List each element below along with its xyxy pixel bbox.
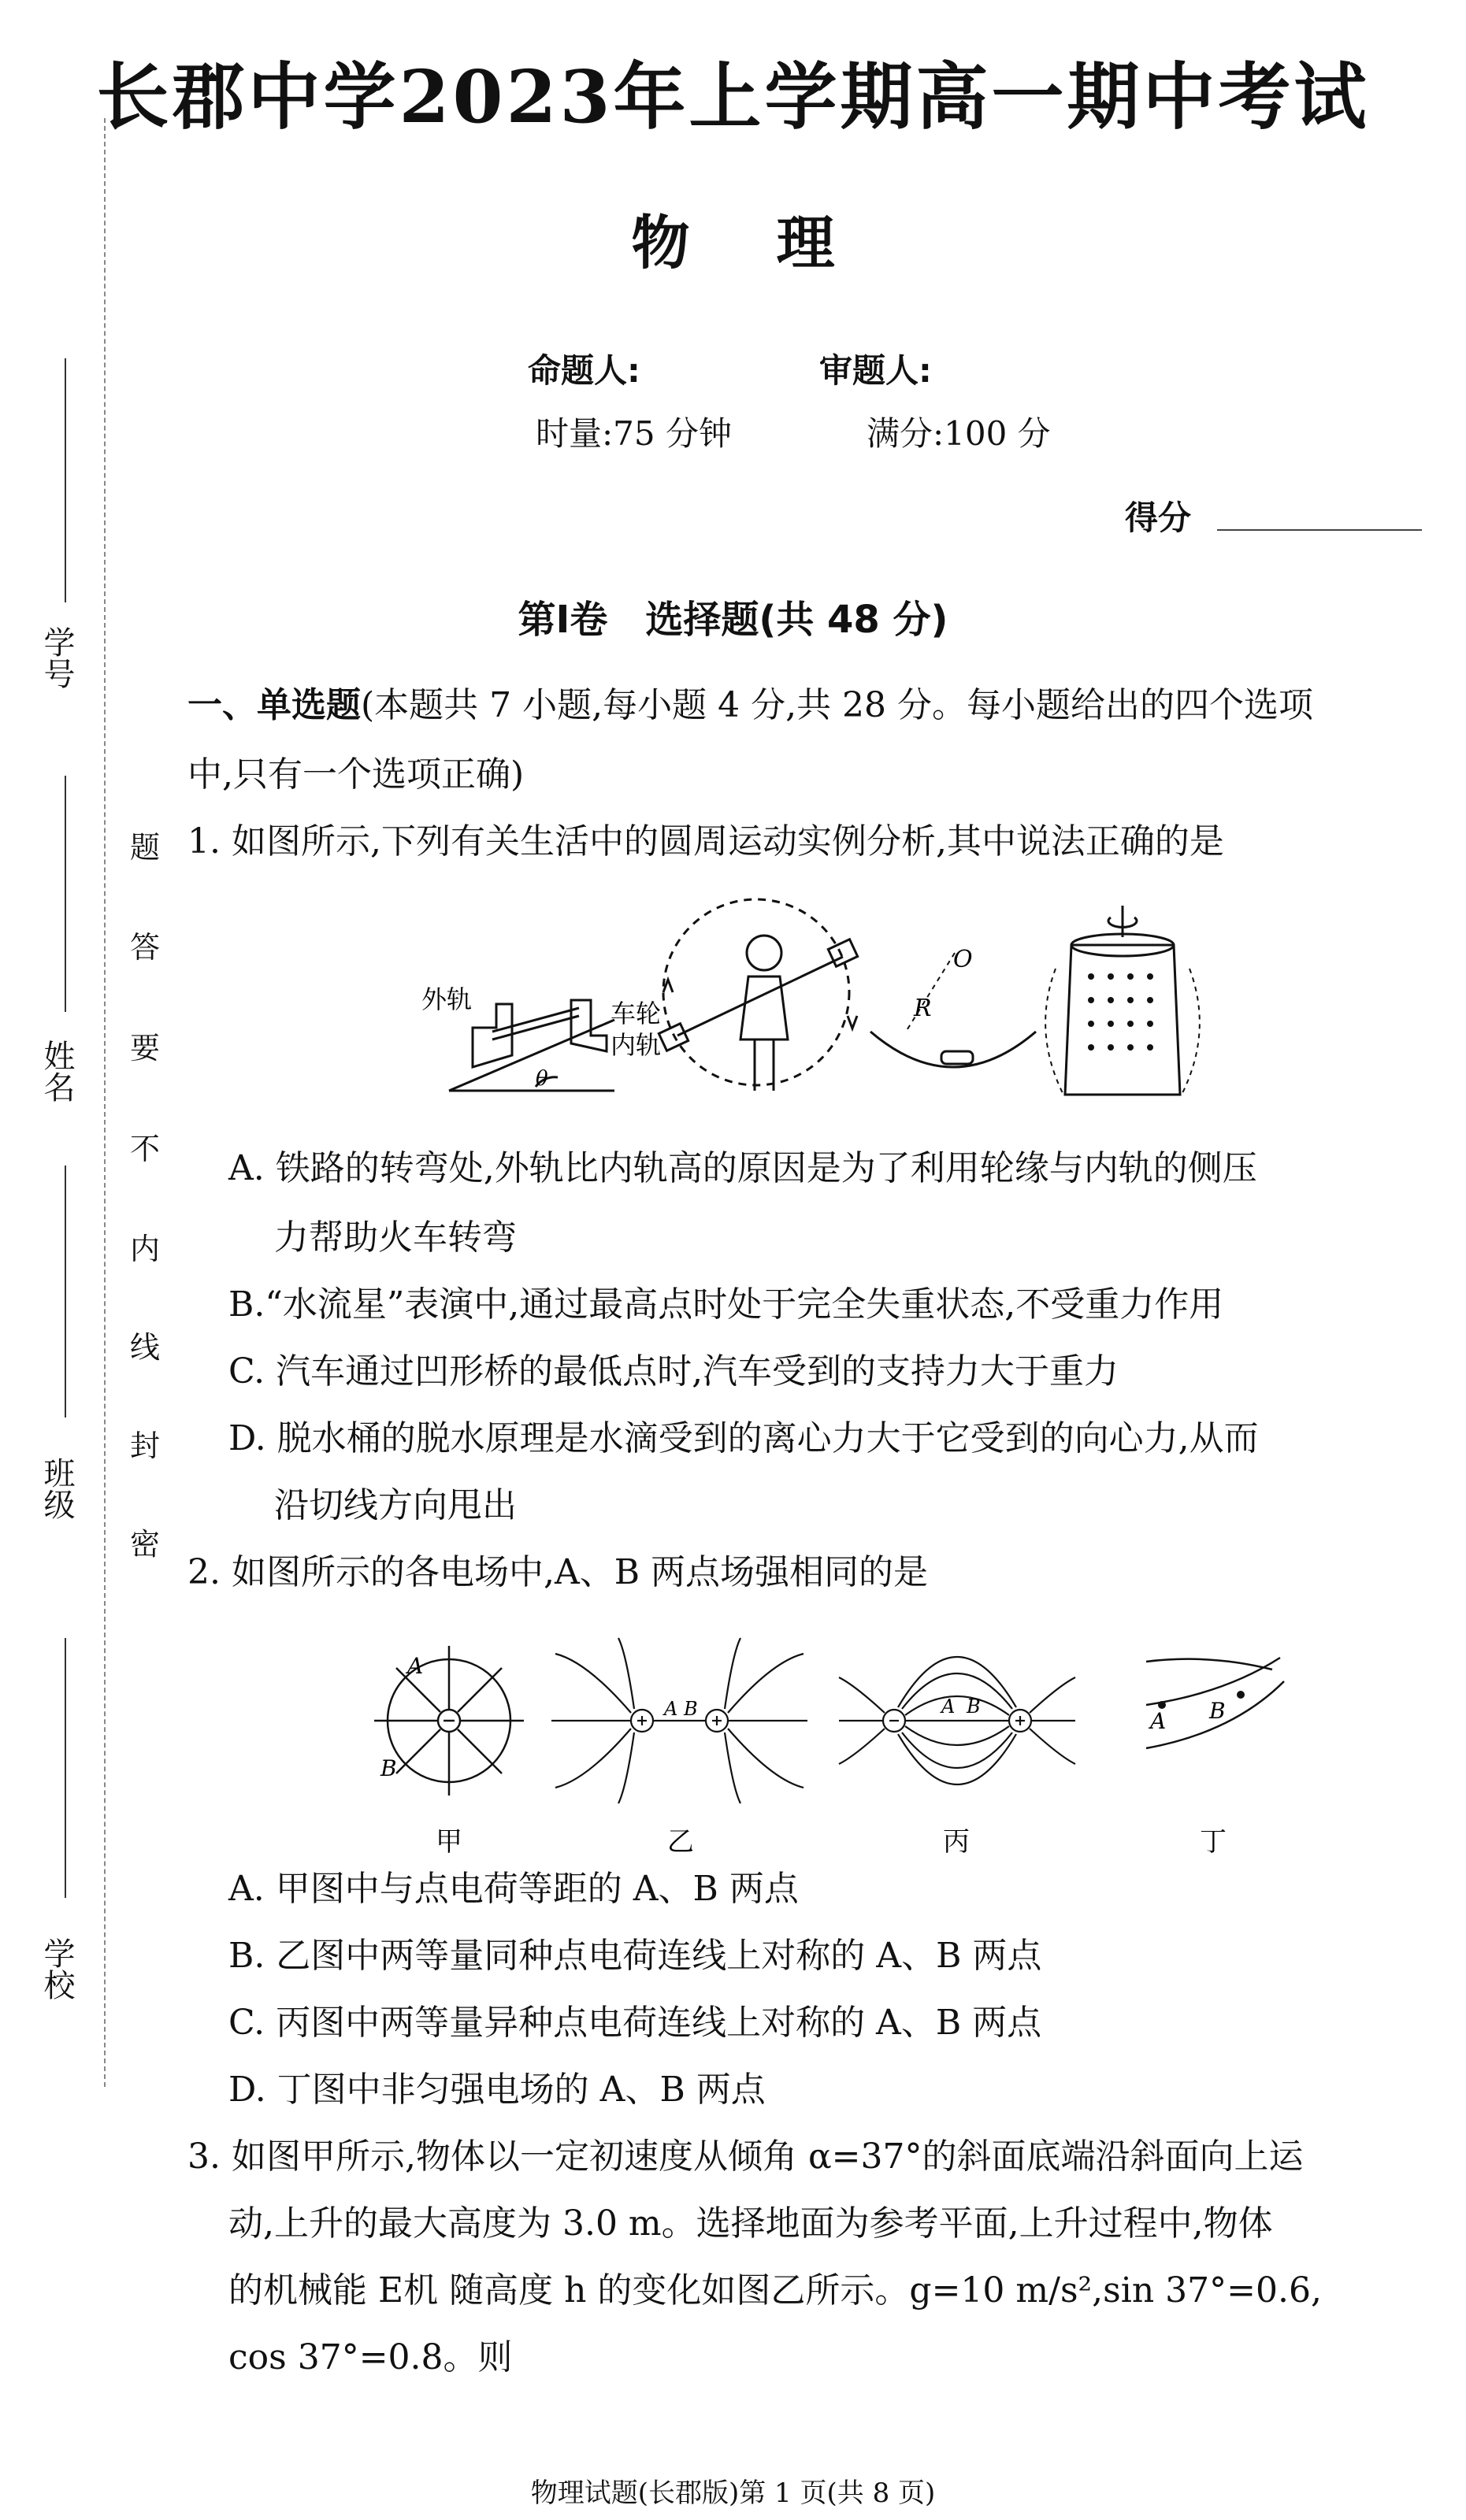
label-inner-rail: 内轨 (611, 1030, 662, 1060)
label-outer-rail: 外轨 (421, 984, 473, 1014)
school-label: 学校 (39, 1937, 75, 2000)
q2-figure (358, 1630, 1288, 1858)
student-id-label: 学号 (39, 626, 75, 689)
option-C: C. 丙图中两等量异种点电荷连线上对称的 A、B 两点 (228, 2003, 1042, 2043)
question-stem: 3. 如图甲所示,物体以一定初速度从倾角 α=37°的斜面底端沿斜面向上运 (187, 2136, 1304, 2177)
section-title: 第Ⅰ卷 选择题(共 48 分) (518, 598, 948, 642)
option-B: B. 乙图中两等量同种点电荷连线上对称的 A、B 两点 (228, 1936, 1042, 1976)
part-heading (187, 671, 1428, 740)
reviewer-label: 审题人: (819, 351, 932, 390)
part-desc-cont: 中,只有一个选项正确) (187, 754, 525, 795)
label-theta: θ (536, 1067, 548, 1091)
seal-char: 线 (130, 1330, 161, 1365)
class-label: 班级 (39, 1457, 75, 1520)
binding-dashed-line (104, 118, 106, 2087)
page-footer: 物理试题(长郡版)第 1 页(共 8 页) (530, 2477, 936, 2509)
label-A: A (1150, 1708, 1167, 1734)
exam-title: 长郡中学2023年上学期高一期中考试 (96, 54, 1370, 139)
water-meteor-diagram (659, 899, 857, 1091)
option-D: D. 丁图中非匀强电场的 A、B 两点 (228, 2070, 766, 2110)
part-desc: (本题共 7 小题,每小题 4 分,共 28 分。每小题给出的四个选项 (361, 685, 1314, 725)
subject-title (0, 197, 1466, 280)
point-B (1237, 1691, 1245, 1699)
label-A: A (664, 1698, 678, 1720)
option-D: D. 脱水桶的脱水原理是水滴受到的离心力大于它受到的向心力,从而 (228, 1418, 1259, 1458)
question-stem-cont: cos 37°=0.8。则 (228, 2337, 513, 2377)
field-bing (839, 1657, 1075, 1784)
author-label: 命题人: (528, 351, 640, 390)
question-stem: 2. 如图所示的各电场中,A、B 两点场强相同的是 (187, 1552, 929, 1592)
score-label: 得分 (1125, 498, 1192, 537)
class-field[interactable] (65, 1166, 66, 1418)
seal-char: 不 (130, 1132, 161, 1166)
question-stem-cont: 的机械能 E机 随高度 h 的变化如图乙所示。g=10 m/s²,sin 37°=0.6, (228, 2270, 1322, 2311)
label-O: O (953, 946, 973, 973)
label-B: B (967, 1695, 981, 1718)
label-R: R (914, 995, 932, 1022)
option-D-cont: 沿切线方向甩出 (274, 1485, 517, 1525)
full-score: 满分:100 分 (867, 414, 1051, 453)
part-title: 一、单选题 (187, 685, 361, 725)
label-A: A (941, 1695, 956, 1718)
field-yi (551, 1638, 807, 1803)
name-field[interactable] (65, 776, 66, 1012)
label-A: A (407, 1653, 424, 1679)
time-limit: 时量:75 分钟 (536, 414, 732, 453)
seal-char: 题 (130, 830, 161, 865)
question-stem: 1. 如图所示,下列有关生活中的圆周运动实例分析,其中说法正确的是 (187, 821, 1224, 862)
seal-char: 密 (130, 1527, 161, 1562)
seal-char: 内 (130, 1232, 161, 1266)
subject-char: 理 (776, 209, 835, 277)
question-stem-cont: 动,上升的最大高度为 3.0 m。选择地面为参考平面,上升过程中,物体 (228, 2203, 1273, 2244)
dryer-holes (1088, 973, 1153, 1051)
option-A: A. 铁路的转弯处,外轨比内轨高的原因是为了利用轮缘与内轨的侧压 (228, 1148, 1257, 1188)
q1-figure (418, 898, 1229, 1110)
spin-dryer-diagram (1045, 906, 1200, 1095)
seal-char: 封 (130, 1429, 161, 1463)
student-id-field[interactable] (65, 358, 66, 602)
label-B: B (684, 1698, 698, 1720)
option-B: B.“水流星”表演中,通过最高点时处于完全失重状态,不受重力作用 (228, 1284, 1224, 1325)
label-B: B (380, 1755, 397, 1781)
option-C: C. 汽车通过凹形桥的最低点时,汽车受到的支持力大于重力 (228, 1351, 1119, 1392)
railway-diagram (449, 1000, 614, 1091)
score-field[interactable] (1217, 529, 1422, 531)
school-field[interactable] (65, 1638, 66, 1898)
seal-char: 要 (130, 1031, 161, 1065)
fig-label-ding: 丁 (1200, 1826, 1227, 1858)
option-A-cont: 力帮助火车转弯 (274, 1217, 517, 1258)
name-label: 姓名 (39, 1040, 75, 1102)
fig-label-bing: 丙 (943, 1826, 970, 1858)
fig-label-yi: 乙 (667, 1826, 694, 1858)
option-A: A. 甲图中与点电荷等距的 A、B 两点 (228, 1869, 799, 1909)
fig-label-jia: 甲 (436, 1826, 462, 1858)
label-B: B (1209, 1698, 1226, 1724)
label-wheel: 车轮 (611, 999, 662, 1028)
subject-char: 物 (631, 209, 690, 277)
seal-char: 答 (130, 930, 161, 965)
